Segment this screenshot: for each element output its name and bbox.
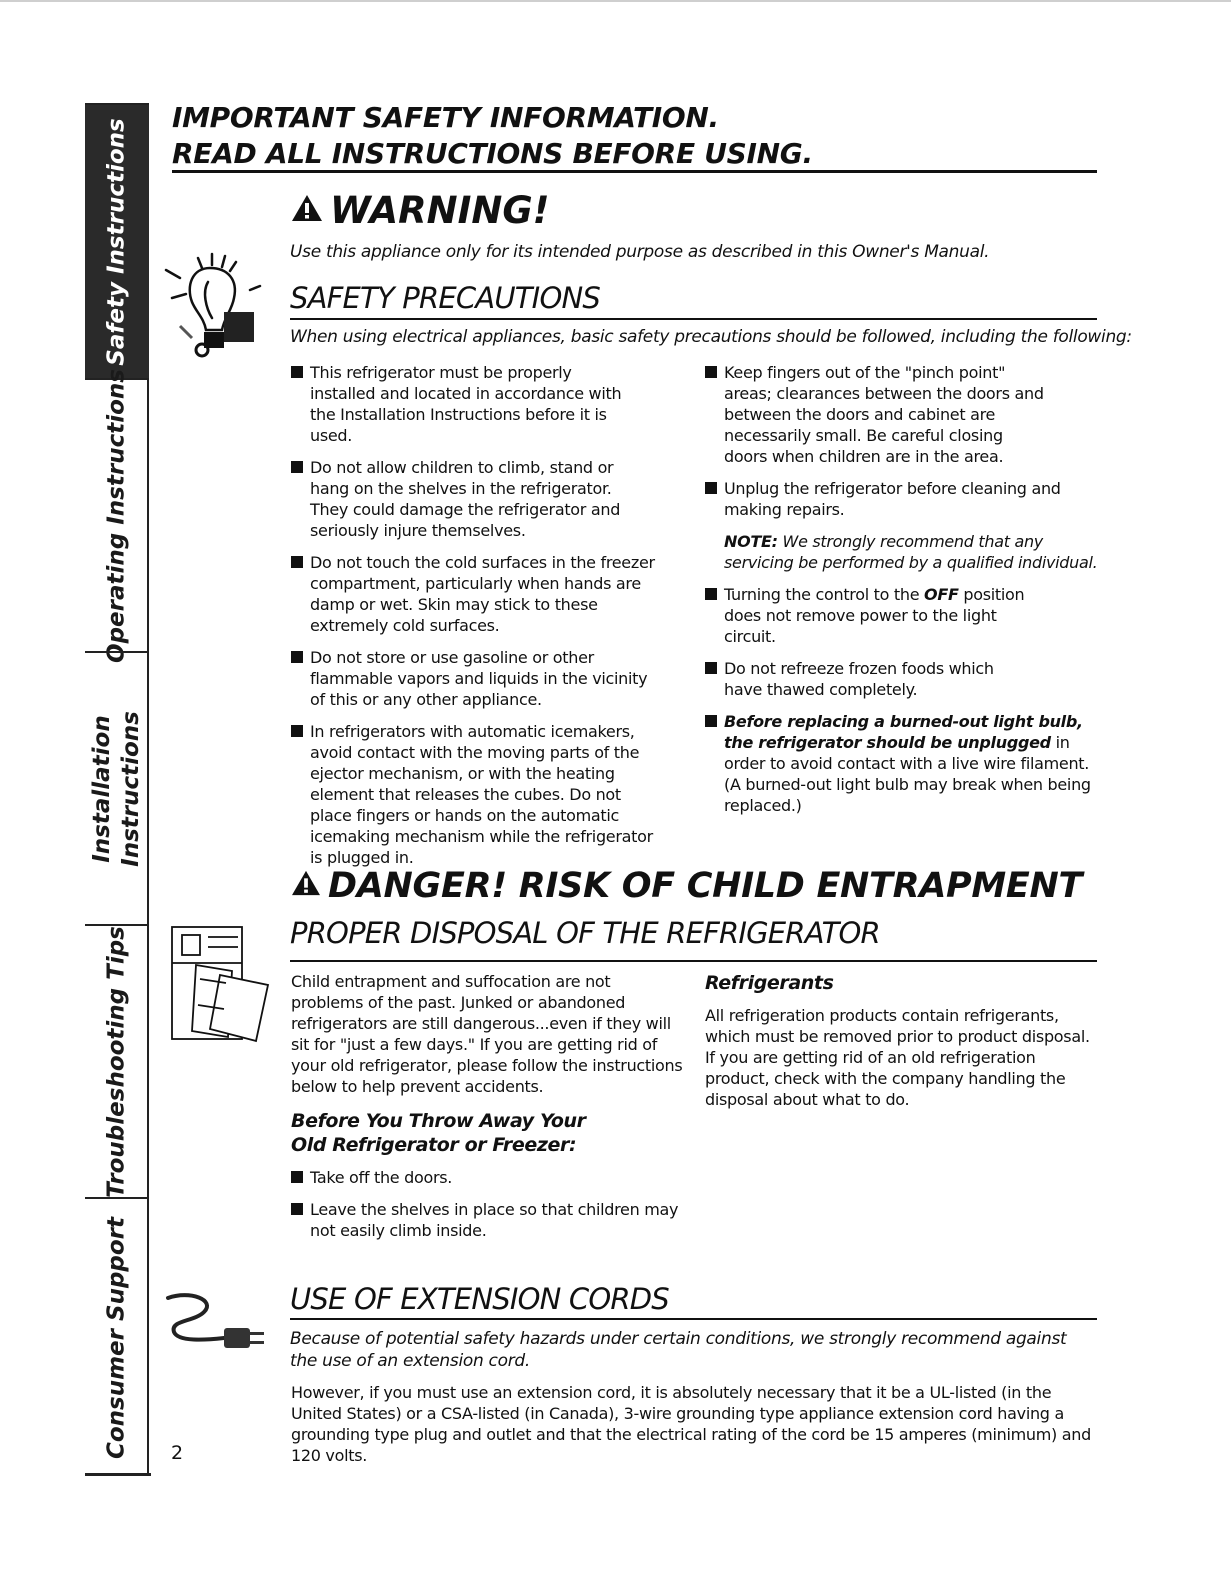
section-rule — [290, 1318, 1097, 1320]
proper-disposal-heading: PROPER DISPOSAL OF THE REFRIGERATOR — [290, 916, 880, 950]
warning-triangle-icon — [290, 193, 324, 223]
light-bulb-illustration-icon — [162, 252, 274, 362]
list-item: Turning the control to the OFF position does not remove power to the light circuit. — [705, 584, 1050, 647]
refrigerants-text: All refrigeration products contain refrigerants, which must be removed prior to product disposal. If you are getting rid of an old refrigeration product, check with the company handling the disposal about what to do. — [705, 1006, 1090, 1109]
extension-cords-heading: USE OF EXTENSION CORDS — [290, 1282, 669, 1316]
warning-intro: Use this appliance only for its intended purpose as described in this Owner's Manual. — [290, 242, 990, 262]
page-number: 2 — [171, 1442, 184, 1464]
title-rule — [172, 170, 1097, 173]
disposal-left-column — [291, 971, 686, 1252]
side-tabs-bottom-rule — [85, 1473, 151, 1476]
list-item: Do not allow children to climb, stand or hang on the shelves in the refrigerator. They could damage the refrigerator and seriously injure themselves. — [291, 457, 641, 541]
tab-troubleshooting-tips[interactable] — [85, 924, 149, 1197]
list-item: In refrigerators with automatic icemakers, avoid contact with the moving parts of the ejector mechanism, or with the heating element that releases the cubes. Do not place fingers or hands on the automatic icemaking mechanism while the refrigerator is plugged in. — [291, 721, 666, 868]
tab-label: Safety Instructions — [103, 117, 130, 366]
tab-label: Troubleshooting Tips — [103, 925, 130, 1198]
tab-safety-instructions[interactable] — [85, 103, 149, 378]
top-edge-rule — [0, 0, 1231, 2]
tab-label: Installation Instructions — [89, 710, 144, 867]
refrigerants-heading: Refrigerants — [705, 972, 834, 994]
section-rule — [290, 960, 1097, 962]
side-tabs — [85, 103, 149, 1476]
warning-heading: WARNING! — [290, 189, 550, 232]
list-item: Unplug the refrigerator before cleaning and making repairs. — [705, 478, 1100, 520]
safety-precautions-intro: When using electrical appliances, basic safety precautions should be followed, including the following: — [290, 327, 1132, 347]
tab-label: Operating Instructions — [103, 368, 130, 663]
list-item: Before replacing a burned-out light bulb, the refrigerator should be unplugged in order to avoid contact with a live wire filament. (A burned-out light bulb may break when being replaced.) — [705, 711, 1100, 816]
precautions-left-column — [291, 362, 676, 879]
list-item: Do not refreeze frozen foods which have thawed completely. — [705, 658, 1025, 700]
tab-operating-instructions[interactable] — [85, 368, 149, 663]
disposal-intro: Child entrapment and suffocation are not problems of the past. Junked or abandoned refrigerators are still dangerous...even if they will sit for "just a few days." If you are getting rid of your old refrigerator, please follow the instructions below to help prevent accidents. — [291, 972, 683, 1096]
list-item: Do not touch the cold surfaces in the freezer compartment, particularly when hands are damp or wet. Skin may stick to these extremely cold surfaces. — [291, 552, 666, 636]
list-item: This refrigerator must be properly installed and located in accordance with the Installation Instructions before it is used. — [291, 362, 626, 446]
list-item: Leave the shelves in place so that children may not easily climb inside. — [291, 1199, 686, 1241]
page-title: IMPORTANT SAFETY INFORMATION. READ ALL INSTRUCTIONS BEFORE USING. — [172, 101, 813, 170]
danger-heading: DANGER! RISK OF CHILD ENTRAPMENT — [290, 866, 1082, 906]
warning-triangle-icon — [290, 869, 322, 897]
extension-cords-intro: Because of potential safety hazards under certain conditions, we strongly recommend against the use of an extension cord. — [290, 1329, 1067, 1371]
safety-precautions-heading: SAFETY PRECAUTIONS — [290, 281, 600, 315]
power-cord-plug-icon — [160, 1286, 272, 1358]
tab-label: Consumer Support — [103, 1216, 130, 1459]
list-item: Keep fingers out of the "pinch point" areas; clearances between the doors and between the doors and cabinet are necessarily small. Be careful closing doors when children are in the area. — [705, 362, 1050, 467]
extension-cords-body: However, if you must use an extension cord, it is absolutely necessary that it be a UL-listed (in the United States) or a CSA-listed (in Canada), 3-wire grounding type appliance extension cord having a grounding type plug and outlet and that the electrical rating of the cord be 15 amperes (minimum) and 120 volts. — [291, 1383, 1091, 1465]
precautions-right-column — [705, 362, 1100, 827]
list-item: Do not store or use gasoline or other flammable vapors and liquids in the vicinity of this or any other appliance. — [291, 647, 666, 710]
refrigerator-illustration-icon — [168, 925, 272, 1043]
note: NOTE: We strongly recommend that any servicing be performed by a qualified individual. — [724, 532, 1098, 572]
before-you-throw-away-heading: Before You Throw Away Your Old Refrigerator or Freezer: — [291, 1110, 586, 1156]
section-rule — [290, 318, 1097, 320]
disposal-right-column — [705, 971, 1100, 1122]
tab-installation-instructions[interactable] — [85, 651, 149, 924]
list-item: Take off the doors. — [291, 1167, 686, 1188]
tab-consumer-support[interactable] — [85, 1197, 149, 1476]
